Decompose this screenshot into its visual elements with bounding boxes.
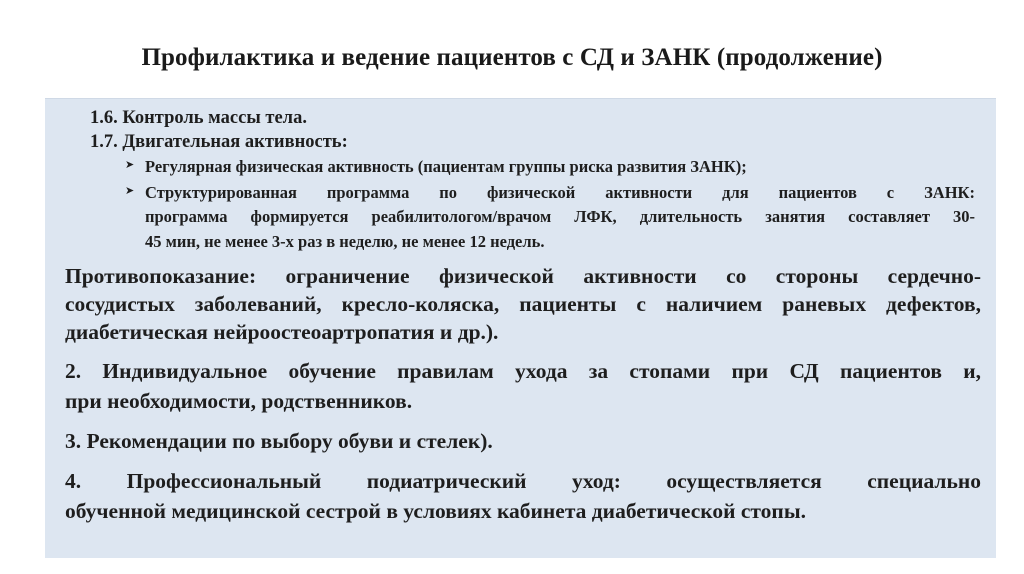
bullet-text: Регулярная физическая активность (пациентам группы риска развития ЗАНК);	[145, 157, 747, 176]
point-3-line: 3. Рекомендации по выбору обуви и стелек).	[65, 429, 493, 453]
bullet-text-line: программа формируется реабилитологом/врачом ЛФК, длительность занятия составляет 30-	[145, 207, 975, 226]
item-1-6: 1.6. Контроль массы тела.	[90, 108, 307, 128]
bullet-item	[125, 183, 975, 255]
point-4-line: обученной медицинской сестрой в условиях кабинета диабетической стопы.	[65, 499, 806, 523]
arrow-bullet-icon: ➤	[125, 158, 135, 171]
bullet-text-line: 45 мин, не менее 3-х раз в неделю, не менее 12 недель.	[145, 232, 545, 251]
contraindication-line: сосудистых заболеваний, кресло-коляска, пациенты с наличием раневых дефектов,	[65, 292, 981, 316]
point-2-line: 2. Индивидуальное обучение правилам ухода за стопами при СД пациентов и,	[65, 359, 981, 383]
content-panel	[45, 98, 996, 558]
point-2-line: при необходимости, родственников.	[65, 389, 413, 413]
contraindication-line: Противопоказание: ограничение физической активности со стороны сердечно-	[65, 264, 981, 288]
item-1-7: 1.7. Двигательная активность:	[90, 132, 348, 152]
slide-title: Профилактика и ведение пациентов с СД и ЗАНК (продолжение)	[141, 44, 883, 71]
bullet-text-line: Структурированная программа по физической активности для пациентов с ЗАНК:	[145, 183, 975, 202]
point-4-line: 4. Профессиональный подиатрический уход: осуществляется специально	[65, 469, 981, 493]
arrow-bullet-icon: ➤	[125, 184, 135, 197]
contraindication-line: диабетическая нейроостеоартропатия и др.).	[65, 320, 499, 344]
